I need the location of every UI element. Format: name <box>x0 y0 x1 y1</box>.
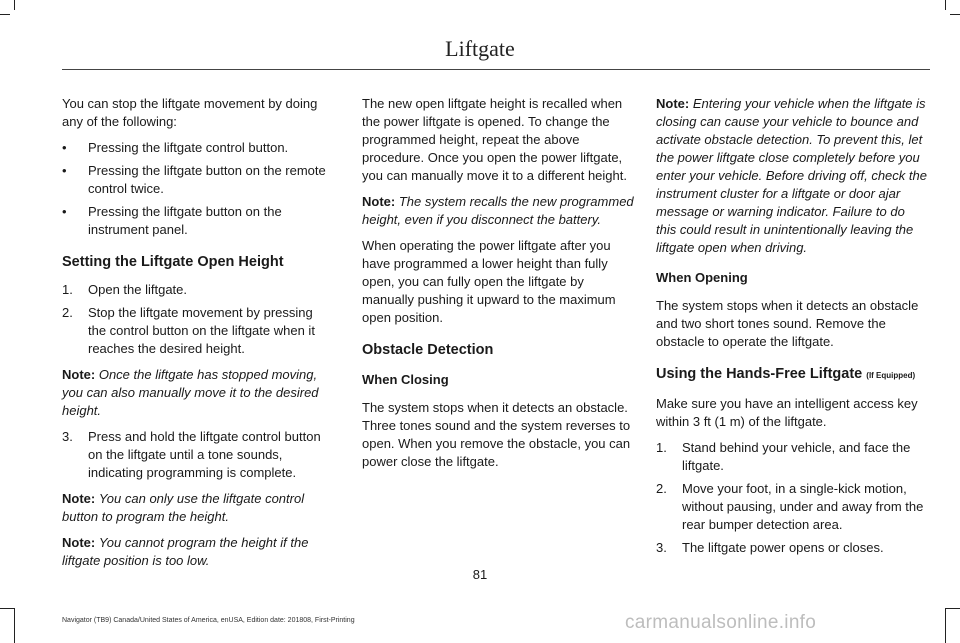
paragraph: When operating the power liftgate after you have programmed a lower height than fully open, you can fully open the liftgate by manually pushing it upward to the maximum open position. <box>362 238 616 325</box>
step-text: Stop the liftgate movement by pressing the control button on the liftgate when it reaches the desired height. <box>88 305 315 356</box>
step-number: 2. <box>62 305 73 320</box>
list-item <box>62 203 334 239</box>
column-left <box>62 95 334 578</box>
crop-mark <box>946 608 960 609</box>
step-text: The liftgate power opens or closes. <box>682 540 884 555</box>
subsection-heading: When Opening <box>656 270 748 285</box>
paragraph: The new open liftgate height is recalled when the power liftgate is opened. To change the programmed height, repeat the above procedure. Once you open the power liftgate, you can manually move it to a different height. <box>362 96 627 183</box>
header-divider <box>62 69 930 70</box>
step-number: 1. <box>62 282 73 297</box>
steps-list <box>656 439 928 557</box>
step-text: Stand behind your vehicle, and face the liftgate. <box>682 440 911 473</box>
note-text: You can only use the liftgate control button to program the height. <box>62 491 305 524</box>
note-text: Once the liftgate has stopped moving, you can also manually move it to the desired height. <box>62 367 319 418</box>
steps-list <box>62 428 334 482</box>
watermark: carmanualsonline.info <box>625 612 817 633</box>
step-item <box>656 539 928 557</box>
note <box>62 366 334 420</box>
list-item-text: Pressing the liftgate button on the instrument panel. <box>88 204 282 237</box>
step-item <box>62 304 334 358</box>
page-title: Liftgate <box>445 36 515 61</box>
step-number: 2. <box>656 481 667 496</box>
list-item <box>62 162 334 198</box>
step-item <box>656 480 928 534</box>
subsection-heading: When Closing <box>362 372 449 387</box>
bullet-icon: • <box>62 204 67 219</box>
steps-list <box>62 281 334 358</box>
step-number: 3. <box>656 540 667 555</box>
list-item <box>62 139 334 157</box>
step-item <box>62 281 334 299</box>
page-number: 81 <box>472 567 488 582</box>
note-label: Note: <box>362 194 396 209</box>
list-item-text: Pressing the liftgate button on the remote control twice. <box>88 163 326 196</box>
heading-qualifier: (If Equipped) <box>866 371 916 380</box>
footer-edition-text: Navigator (TB9) Canada/United States of America, enUSA, Edition date: 201808, First-Printing <box>62 617 355 624</box>
note <box>362 193 634 229</box>
column-middle <box>362 95 634 479</box>
crop-mark <box>14 0 15 10</box>
bullet-icon: • <box>62 163 67 178</box>
note <box>62 534 334 570</box>
note <box>656 95 928 257</box>
section-heading <box>656 365 928 385</box>
crop-mark <box>950 14 960 15</box>
stop-methods-list <box>62 139 334 239</box>
note-text: Entering your vehicle when the liftgate is closing can cause your vehicle to bounce and activate obstacle detection. To prevent this, let the power liftgate close completely before you enter your vehicle. Before driving off, check the instrument cluster for a liftgate or door ajar message or warning indicator. Failure to do this could result in unintentionally leaving the liftgate open when driving. <box>656 96 927 255</box>
column-right <box>656 95 928 565</box>
crop-mark <box>945 0 946 10</box>
note-label: Note: <box>62 367 96 382</box>
step-text: Move your foot, in a single-kick motion, without pausing, under and away from the rear bumper detection area. <box>682 481 924 532</box>
paragraph: The system stops when it detects an obstacle. Three tones sound and the system reverses to open. When you remove the obstacle, you can power close the liftgate. <box>362 400 631 469</box>
paragraph: Make sure you have an intelligent access key within 3 ft (1 m) of the liftgate. <box>656 396 918 429</box>
step-number: 3. <box>62 429 73 444</box>
crop-mark <box>14 608 15 643</box>
step-number: 1. <box>656 440 667 455</box>
heading-text: Using the Hands-Free Liftgate <box>656 366 863 382</box>
note <box>62 490 334 526</box>
crop-mark <box>945 608 946 643</box>
crop-mark <box>0 608 14 609</box>
bullet-icon: • <box>62 140 67 155</box>
note-label: Note: <box>62 491 96 506</box>
step-text: Press and hold the liftgate control button on the liftgate until a tone sounds, indicating programming is complete. <box>88 429 321 480</box>
step-item <box>656 439 928 475</box>
section-heading: Setting the Liftgate Open Height <box>62 254 284 270</box>
section-heading: Obstacle Detection <box>362 342 494 358</box>
intro-paragraph: You can stop the liftgate movement by doing any of the following: <box>62 96 318 129</box>
note-label: Note: <box>656 96 690 111</box>
list-item-text: Pressing the liftgate control button. <box>88 140 289 155</box>
step-item <box>62 428 334 482</box>
paragraph: The system stops when it detects an obstacle and two short tones sound. Remove the obstacle to operate the liftgate. <box>656 298 919 349</box>
step-text: Open the liftgate. <box>88 282 188 297</box>
note-text: The system recalls the new programmed height, even if you disconnect the battery. <box>362 194 634 227</box>
crop-mark <box>0 14 10 15</box>
note-label: Note: <box>62 535 96 550</box>
note-text: You cannot program the height if the liftgate position is too low. <box>62 535 309 568</box>
